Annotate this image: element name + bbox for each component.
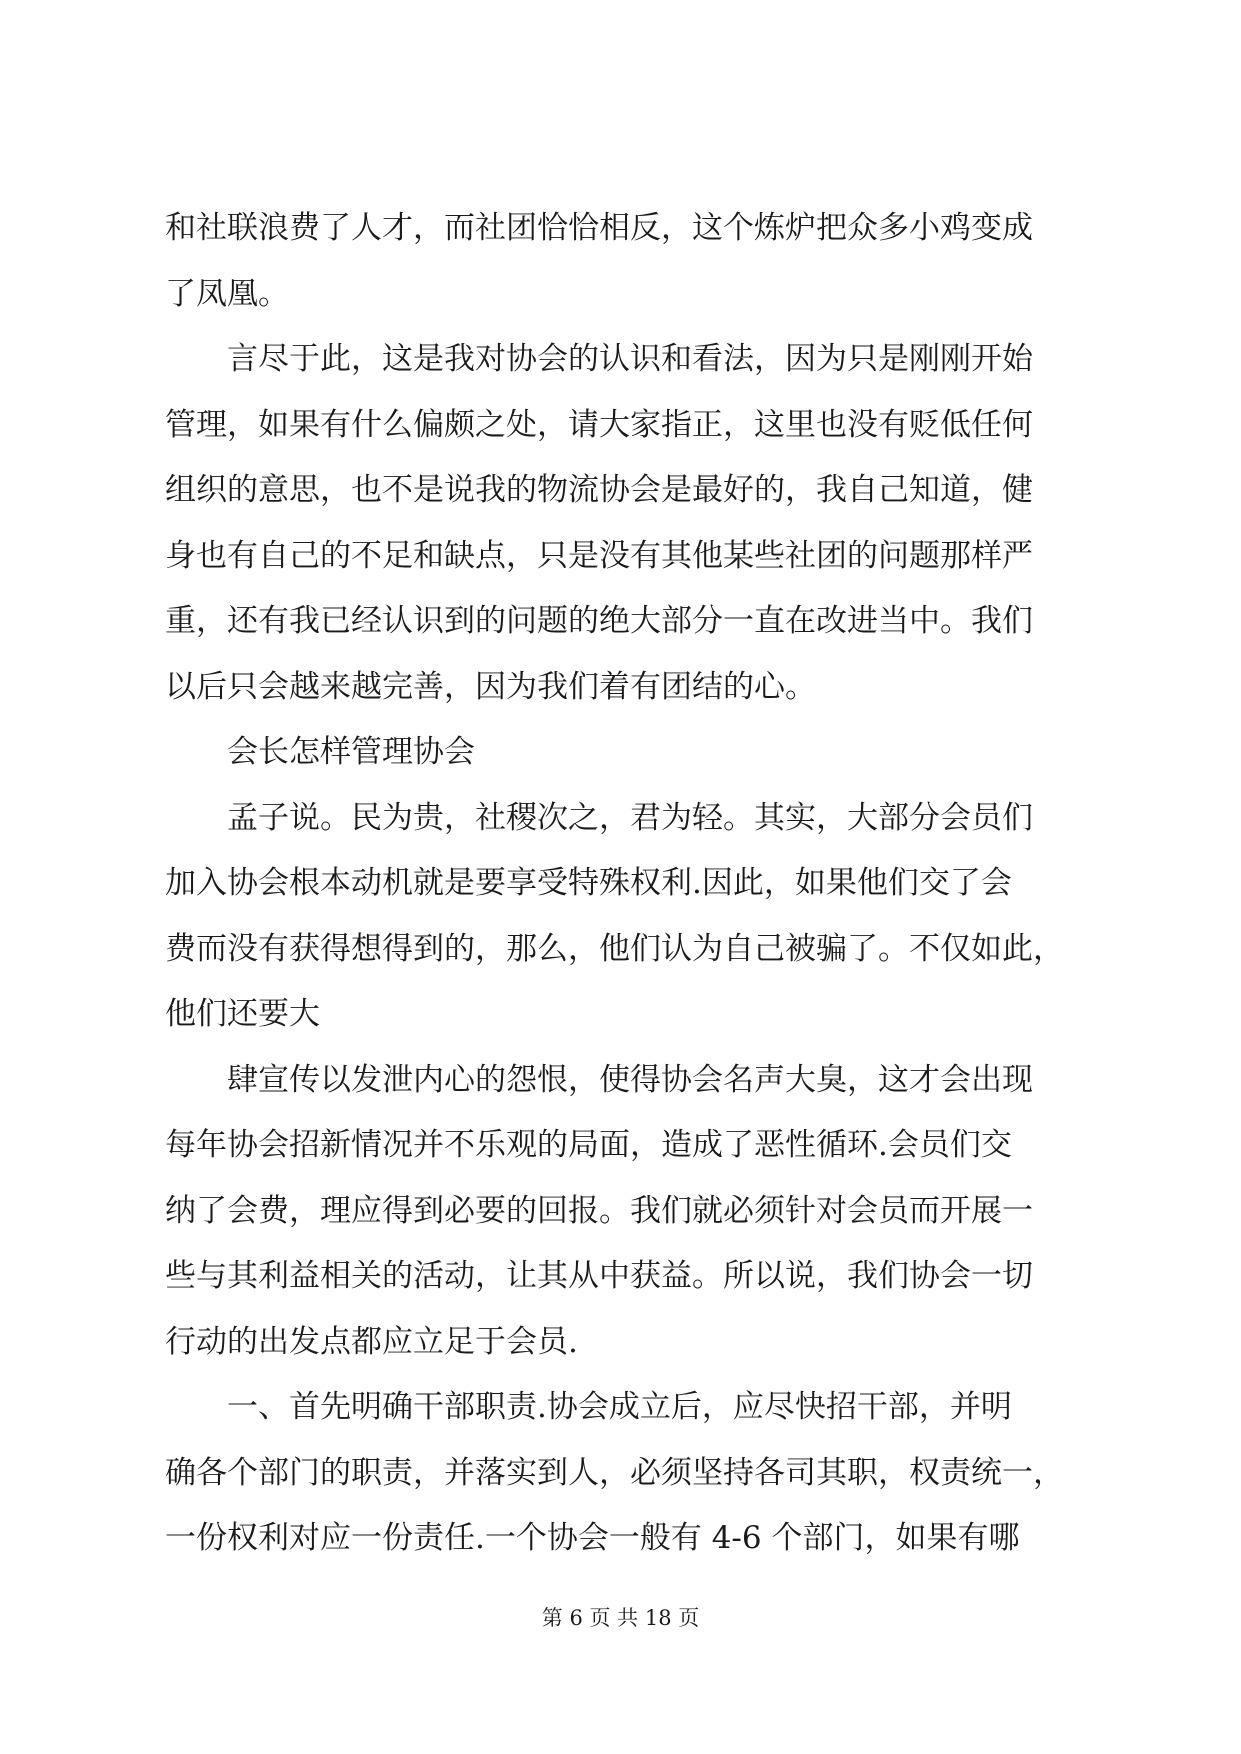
text-line: 孟子说。民为贵，社稷次之，君为轻。其实，大部分会员们	[165, 799, 1033, 836]
text-line: 肆宣传以发泄内心的怨恨，使得协会名声大臭，这才会出现	[165, 1061, 1033, 1098]
text-line: 言尽于此，这是我对协会的认识和看法，因为只是刚刚开始	[165, 341, 1033, 377]
section-heading: 会长怎样管理协会	[165, 734, 475, 770]
text-line: 一、首先明确干部职责.协会成立后，应尽快招干部，并明	[165, 1389, 1012, 1425]
text-line: 重，还有我已经认识到的问题的绝大部分一直在改进当中。我们	[165, 603, 1033, 639]
text-line: 纳了会费，理应得到必要的回报。我们就必须针对会员而开展一	[165, 1192, 1033, 1229]
text-line: 费而没有获得想得到的，那么，他们认为自己被骗了。不仅如此，	[165, 930, 1064, 967]
text-line: 了凤凰。	[165, 275, 289, 312]
text-line: 组织的意思，也不是说我的物流协会是最好的，我自己知道，健	[165, 472, 1033, 508]
text-line: 加入协会根本动机就是要享受特殊权利.因此，如果他们交了会	[165, 865, 1012, 901]
text-line: 和社联浪费了人才，而社团恰恰相反，这个炼炉把众多小鸡变成	[165, 210, 1033, 246]
text-line: 以后只会越来越完善，因为我们着有团结的心。	[165, 668, 816, 705]
page-number-footer: 第 6 页 共 18 页	[541, 1606, 700, 1630]
text-line: 每年协会招新情况并不乐观的局面，造成了恶性循环.会员们交	[165, 1127, 1012, 1163]
text-line: 一份权利对应一份责任.一个协会一般有 4-6 个部门，如果有哪	[165, 1520, 1020, 1556]
text-line: 确各个部门的职责，并落实到人，必须坚持各司其职，权责统一，	[165, 1454, 1064, 1491]
text-line: 行动的出发点都应立足于会员.	[165, 1323, 578, 1360]
text-line: 身也有自己的不足和缺点，只是没有其他某些社团的问题那样严	[165, 537, 1033, 574]
text-line: 他们还要大	[165, 996, 320, 1032]
text-line: 些与其利益相关的活动，让其从中获益。所以说，我们协会一切	[165, 1258, 1033, 1294]
text-line: 管理，如果有什么偏颇之处，请大家指正，这里也没有贬低任何	[165, 406, 1033, 443]
document-body	[165, 196, 1077, 1572]
